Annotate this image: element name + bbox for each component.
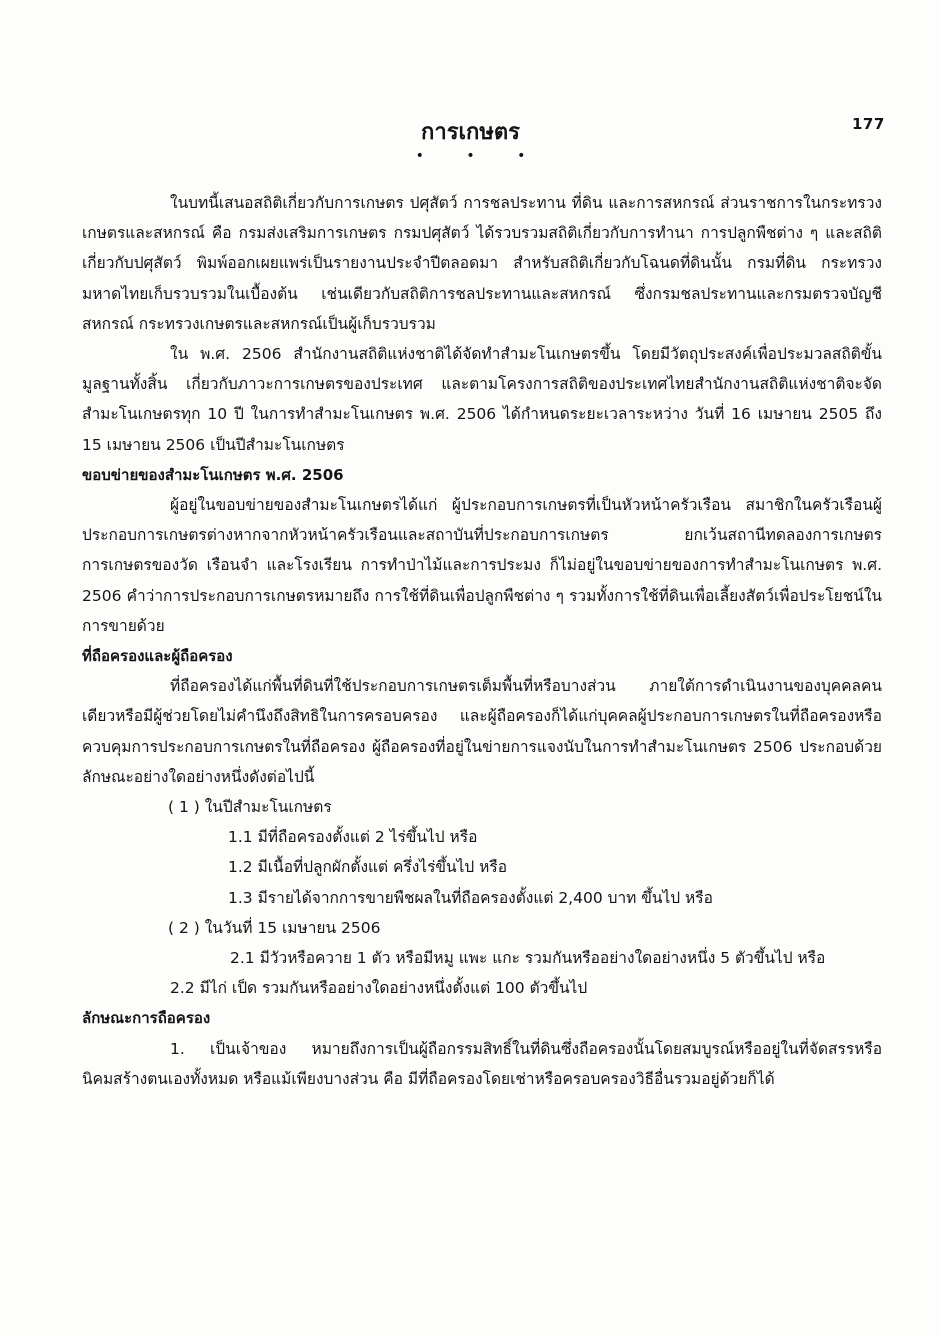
scope-paragraph: ผู้อยู่ในขอบข่ายของสำมะโนเกษตรได้แก่ ผู้ประกอบการเกษตรที่เป็นหัวหน้าครัวเรือน สมาชิกในครัวเรือนผู้ประกอบการเกษตรต่างหากจากหัวหน้าครัวเรือนและสถาบันที่ประกอบการเกษตร ยกเว้นสถานีทดลองการเกษตร การเกษตรของวัด เรือนจำ และโรงเรียน การทำป่าไม้และการประมง ก็ไม่อยู่ในขอบข่ายของการทำสำมะโนเกษตร พ.ศ. 2506 คำว่าการประกอบการเกษตรหมายถึง การใช้ที่ดินเพื่อปลูกพืชต่าง ๆ รวมทั้งการใช้ที่ดินเพื่อเลี้ยงสัตว์เพื่อประโยชน์ในการขายด้วย [82,496,882,635]
criteria-1: ( 1 ) ในปีสำมะโนเกษตร [168,798,332,817]
title-ornament: • • • [415,148,526,164]
criteria-2-1: 2.1 มีวัวหรือควาย 1 ตัว หรือมีหมู แพะ แกะ รวมกันหรืออย่างใดอย่างหนึ่ง 5 ตัวขึ้นไป หรือ [230,949,826,968]
criteria-1-3: 1.3 มีรายได้จากการขายพืชผลในที่ถือครองตั้งแต่ 2,400 บาท ขึ้นไป หรือ [228,888,713,907]
intro-paragraph-1: ในบทนี้เสนอสถิติเกี่ยวกับการเกษตร ปศุสัตว์ การชลประทาน ที่ดิน และการสหกรณ์ ส่วนราชการในกระทรวงเกษตรและสหกรณ์ คือ กรมส่งเสริมการเกษตร กรมปศุสัตว์ ได้รวบรวมสถิติเกี่ยวกับการทำนา การปลูกพืชต่าง ๆ และสถิติเกี่ยวกับปศุสัตว์ พิมพ์ออกเผยแพร่เป็นรายงานประจำปีตลอดมา สำหรับสถิติเกี่ยวกับโฉนดที่ดินนั้น กรมที่ดิน กระทรวงมหาดไทยเก็บรวบรวมในเบื้องต้น เช่นเดียวกับสถิติการชลประทานและสหกรณ์ ซึ่งกรมชลประทานและกรมตรวจบัญชีสหกรณ์ กระทรวงเกษตรและสหกรณ์เป็นผู้เก็บรวบรวม [82,194,882,333]
criteria-1-1: 1.1 มีที่ถือครองตั้งแต่ 2 ไร่ขึ้นไป หรือ [228,828,478,847]
criteria-2: ( 2 ) ในวันที่ 15 เมษายน 2506 [168,918,381,937]
document-body [82,188,882,1094]
page-number: 177 [852,115,885,133]
tenure-heading: ลักษณะการถือครอง [82,1009,211,1028]
holding-paragraph: ที่ถือครองได้แก่พื้นที่ดินที่ใช้ประกอบการเกษตรเต็มพื้นที่หรือบางส่วน ภายใต้การดำเนินงานของบุคคลคนเดียวหรือมีผู้ช่วยโดยไม่คำนึงถึงสิทธิในการครอบครอง และผู้ถือครองก็ได้แก่บุคคลผู้ประกอบการเกษตรในที่ถือครองหรือควบคุมการประกอบการเกษตรในที่ถือครอง ผู้ถือครองที่อยู่ในข่ายการแจงนับในการทำสำมะโนเกษตร 2506 ประกอบด้วยลักษณะอย่างใดอย่างหนึ่งดังต่อไปนี้ [82,677,882,786]
scope-heading: ขอบข่ายของสำมะโนเกษตร พ.ศ. 2506 [82,465,344,484]
criteria-1-2: 1.2 มีเนื้อที่ปลูกผักตั้งแต่ ครึ่งไร่ขึ้นไป หรือ [228,858,508,877]
tenure-paragraph-1: 1. เป็นเจ้าของ หมายถึงการเป็นผู้ถือกรรมสิทธิ์ในที่ดินซึ่งถือครองนั้นโดยสมบูรณ์หรืออยู่ในที่จัดสรรหรือนิคมสร้างตนเองทั้งหมด หรือแม้เพียงบางส่วน คือ มีที่ถือครองโดยเช่าหรือครอบครองวิธีอื่นรวมอยู่ด้วยก็ได้ [82,1039,882,1088]
holding-heading: ที่ถือครองและผู้ถือครอง [82,647,233,666]
chapter-title: การเกษตร [421,120,520,145]
intro-paragraph-2: ใน พ.ศ. 2506 สำนักงานสถิติแห่งชาติได้จัดทำสำมะโนเกษตรขึ้น โดยมีวัตถุประสงค์เพื่อประมวลสถิติขั้นมูลฐานทั้งสิ้น เกี่ยวกับภาวะการเกษตรของประเทศ และตามโครงการสถิติของประเทศไทยสำนักงานสถิติแห่งชาติจะจัดสำมะโนเกษตรทุก 10 ปี ในการทำสำมะโนเกษตร พ.ศ. 2506 ได้กำหนดระยะเวลาระหว่าง วันที่ 16 เมษายน 2505 ถึง 15 เมษายน 2506 เป็นปีสำมะโนเกษตร [82,345,882,454]
criteria-2-2: 2.2 มีไก่ เป็ด รวมกันหรืออย่างใดอย่างหนึ่งตั้งแต่ 100 ตัวขึ้นไป [170,979,588,998]
